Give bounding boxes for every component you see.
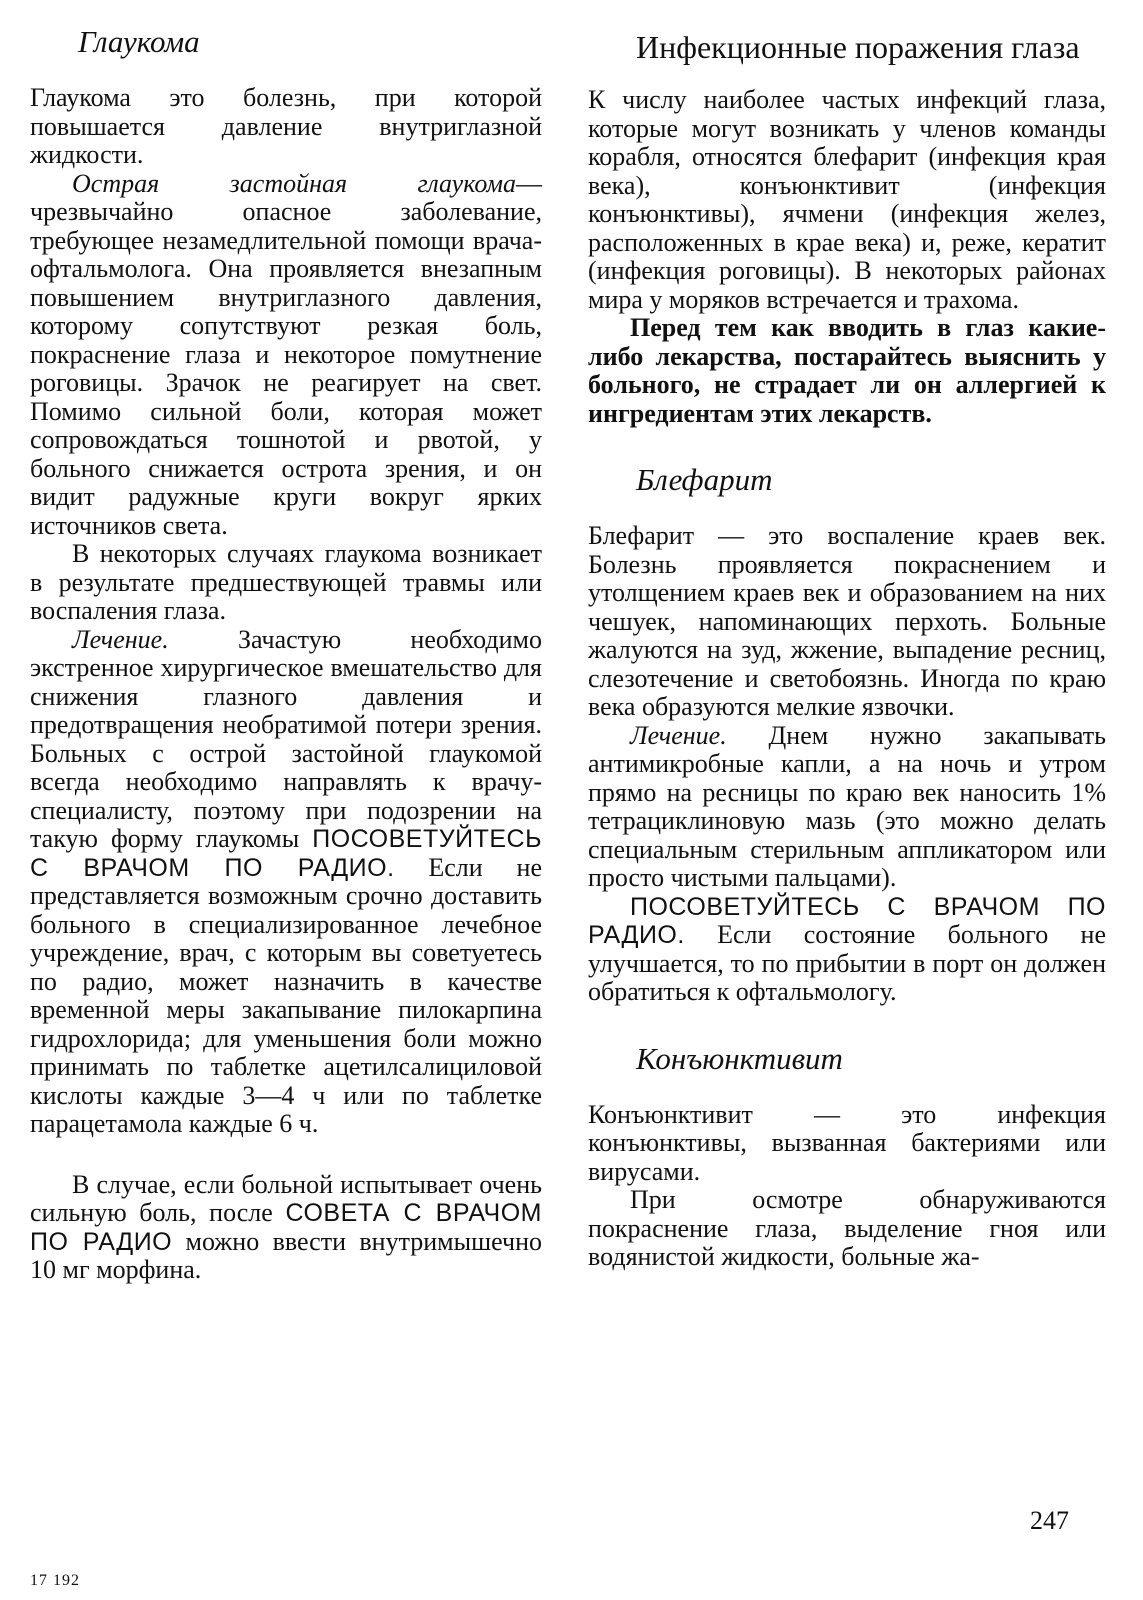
- radio-consult-caps-3: ПОСОВЕТУЙТЕСЬ С ВРАЧОМ ПО РАДИО.: [588, 892, 1106, 949]
- glaucoma-definition: Глаукома это болезнь, при которой повышается давление внутриглазной жидкости.: [30, 83, 542, 169]
- section-title-glaucoma: Глаукома: [78, 24, 200, 59]
- acute-glaucoma-text: — чрезвычайно опасное заболевание, требующее незамедлительной помощи врача-офтальмолога. Она проявляется внезапным повышением внутриглазного давления, которому сопутствуют резкая боль, покраснение глаза и некоторое помутнение роговицы. Зрачок не реагирует на свет. Помимо сильной боли, которая может сопровождаться тошнотой и рвотой, у больного снижается острота зрения, и он видит радужные круги вокруг ярких источников света.: [30, 168, 542, 540]
- signature-mark: 17 192: [30, 1572, 80, 1589]
- blepharitis-treatment-text: Днем нужно закапывать антимикробные капли, а на ночь и утром прямо на ресницы по краю век наносить 1% тетрациклиновую мазь (это можно делать специальным стерильным аппликатором или просто чистыми пальцами).: [588, 720, 1106, 892]
- blepharitis-definition: Блефарит — это воспаление краев век. Болезнь проявляется покраснением и утолщением краев век и образованием на них чешуек, напоминающих перхоть. Больные жалуются на зуд, жжение, выпадение ресниц, слезотечение и светобоязнь. Иногда по краю века образуются мелкие язвочки.: [588, 521, 1106, 721]
- severe-pain-text-a: В случае, если больной испытывает очень сильную боль, после: [30, 1169, 542, 1227]
- treatment-label: Лечение.: [72, 624, 169, 654]
- paragraph-gap: [30, 1139, 542, 1171]
- conjunctivitis-exam: При осмотре обнаруживаются покраснение глаза, выделение гноя или водянистой жидкости, больные жа-: [588, 1185, 1106, 1271]
- page-number: 247: [1030, 1506, 1069, 1535]
- radio-consult-caps: ПОСОВЕТУЙТЕСЬ С ВРАЧОМ ПО РАДИО.: [30, 825, 542, 882]
- glaucoma-causes-paragraph: В некоторых случаях глаукома возникает в результате предшествующей травмы или воспаления глаза.: [30, 539, 542, 625]
- severe-pain-paragraph: [30, 1171, 542, 1285]
- section-title-blepharitis: Блефарит: [636, 462, 773, 497]
- treatment-text-b: Если не представляется возможным срочно доставить больного в специализированное лечебное учреждение, врач, с которым вы советуетесь по радио, может назначить в качестве временной меры закапывание пилокарпина гидрохлорида; для уменьшения боли можно принимать по таблетке ацетилсалициловой кислоты каждые 3—4 ч или по таблетке парацетамола каждые 6 ч.: [30, 852, 542, 1138]
- allergy-warning: Перед тем как вводить в глаз какие-либо лекарства, постарайтесь выяснить у больного, не страдает ли он аллергией к ингредиентам этих лекарств.: [588, 313, 1106, 428]
- left-column: [30, 24, 542, 1285]
- severe-pain-text-b: можно ввести внутримышечно 10 мг морфина.: [30, 1226, 542, 1284]
- conjunctivitis-definition: Конъюнктивит — это инфекция конъюнктивы, вызванная бактериями или вирусами.: [588, 1099, 1106, 1186]
- blepharitis-treatment-label: Лечение.: [630, 720, 727, 750]
- section-title-conjunctivitis: Конъюнктивит: [636, 1040, 843, 1076]
- treatment-text-a: Зачастую необходимо экстренное хирургическое вмешательство для снижения глазного давления и предотвращения необратимой потери зрения. Больных с острой застойной глаукомой всегда необходимо направлять к врачу-специалисту, поэтому при подозрении на такую форму глаукомы: [30, 624, 542, 853]
- acute-glaucoma-paragraph: [30, 170, 542, 541]
- radio-consult-caps-2: СОВЕТА С ВРАЧОМ ПО РАДИО: [30, 1199, 542, 1256]
- blepharitis-treatment: [588, 722, 1106, 893]
- section-title-eye-infections: Инфекционные поражения глаза: [636, 29, 1080, 65]
- right-column: [588, 24, 1106, 1272]
- blepharitis-followup-text: Если состояние больного не улучшается, то по прибытии в порт он должен обратиться к офтальмологу.: [588, 920, 1106, 1006]
- infections-intro: К числу наиболее частых инфекций глаза, которые могут возникать у членов команды корабля, относятся блефарит (инфекция края века), конъюнктивит (инфекция конъюнктивы), ячмени (инфекция желез, расположенных в крае века) и, реже, кератит (инфекция роговицы). В некоторых районах мира у моряков встречается и трахома.: [588, 85, 1106, 314]
- glaucoma-treatment-paragraph: [30, 626, 542, 1139]
- blepharitis-radio-consult: [588, 893, 1106, 1007]
- acute-glaucoma-term: Острая застойная глаукома: [72, 168, 516, 198]
